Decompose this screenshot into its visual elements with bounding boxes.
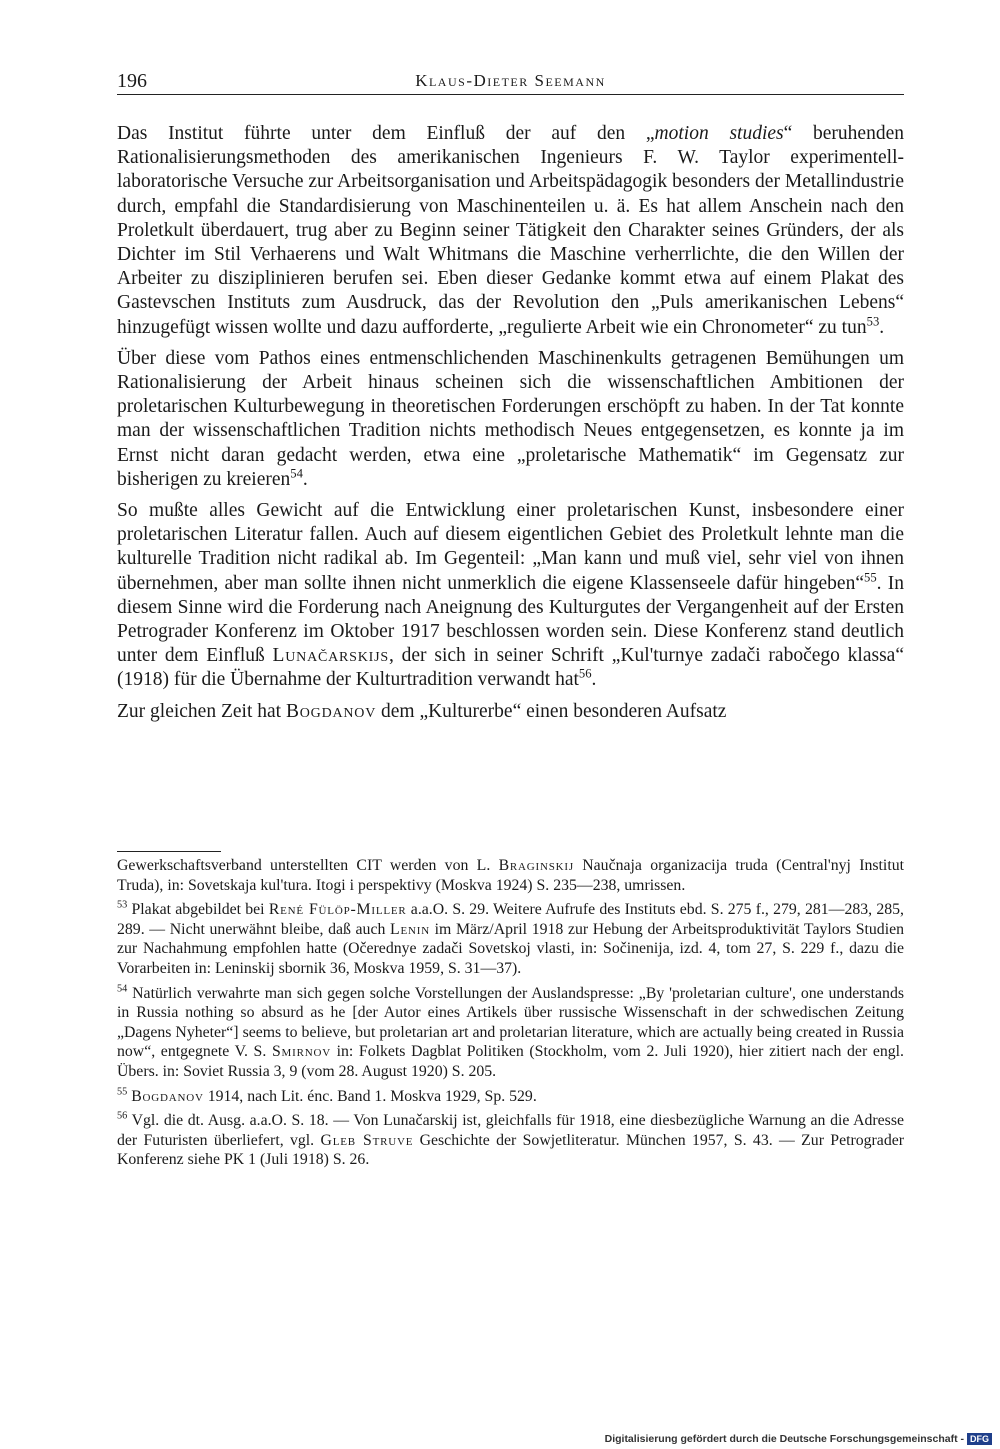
text-run: Natürlich verwahrte man sich gegen solche Vorstellungen der Auslandspresse: „By 'proletarian culture', one understands in Russia nothing so absurd as he [der Autor eines Artikels über russische Wissenschaft in der schwedischen Zeitung „Dagens Nyheter“] seems to believe, but proletarian art and proletarian literature, which are actually being created in Russia now“, entgegnete V. S. (117, 984, 904, 1061)
footnote-55 (117, 1087, 904, 1107)
footnotes (117, 856, 904, 1175)
page-header (117, 68, 904, 95)
text-run: Gewerkschaftsverband unterstellten CIT werden von L. (117, 857, 499, 874)
paragraph (117, 347, 904, 492)
text-run: . (879, 316, 885, 338)
paragraph (117, 700, 904, 724)
footnote-ref-53[interactable]: 53 (866, 314, 880, 329)
footnote-56 (117, 1111, 904, 1170)
footnote-ref-54[interactable]: 54 (290, 466, 303, 481)
author-name: Lenin (390, 920, 430, 938)
running-head: Klaus-Dieter Seemann (415, 71, 606, 90)
author-name: René Fülöp-Miller (268, 901, 407, 919)
text-run: Geschichte der Sowjetliteratur. München 1957, S. 43. — Zur Petrograder Konferenz siehe PK 1 (Juli 1918) S. 26. (117, 1131, 904, 1169)
text-run: 1914, nach Lit. énc. Band 1. Moskva 1929, Sp. 529. (203, 1087, 537, 1105)
text-run: , der sich in seiner Schrift „Kul'turnye zadači rabočego klassa“ (1918) für die Übernahme der Kulturtradition verwandt hat (117, 645, 904, 691)
italic-phrase: motion studies (654, 123, 784, 144)
text-run: So mußte alles Gewicht auf die Entwicklung einer proletarischen Kunst, insbesondere einer proletarischen Literatur fallen. Auch auf diesem eigentlichen Gebiet des Proletkult lehnte man die kulturelle Tradition nicht radikal ab. Im Gegenteil: „Man kann und muß viel, sehr viel von ihnen übernehmen, aber man sollte ihnen nicht unmerklich die eigene Klassenseele dafür hingeben“ (117, 500, 904, 594)
text-run: a.a.O. S. 29. Weitere Aufrufe des Instituts ebd. S. 275 f., 279, 281—283, 285, 289. — Nicht unerwähnt bleibe, daß auch (117, 901, 905, 938)
author-name: Lunačarskijs (272, 645, 389, 667)
paragraph (117, 122, 904, 340)
page-number: 196 (117, 70, 147, 92)
text-run: “ beruhenden Rationalisierungsmethoden des amerikanischen Ingenieurs F. W. Taylor experimentell-laboratorische Versuche zur Arbeitsorganisation und Arbeitspädagogik besonders der Metallindustrie durch, empfahl die Standardisierung von Maschinenteilen u. ä. Es hat allem Anschein nach den Proletkult überdauert, trug aber zu Beginn seiner Tätigkeit den Charakter seines Gründers, der als Dichter im Stil Verhaerens und Walt Whitmans die Maschine verherrlichte, die den Willen der Arbeiter zu disziplinieren berufen sei. Eben dieser Gedanke kommt etwa auf einem Plakat des Gastevschen Instituts zum Ausdruck, das der Revolution den „Puls amerikanischen Lebens“ hinzugefügt wissen wollte und dazu aufforderte, „regulierte Arbeit wie ein Chronometer“ zu tun (117, 123, 904, 338)
digitization-footer (605, 1432, 992, 1446)
author-name: Bogdanov (285, 700, 377, 722)
footnote-ref-55[interactable]: 55 (863, 570, 877, 585)
body-text (117, 122, 904, 731)
text-run: Zur gleichen Zeit hat (117, 700, 286, 722)
footer-text: Digitalisierung gefördert durch die Deutsche Forschungsgemeinschaft - (604, 1433, 964, 1445)
footnote-number: 55 (117, 1086, 128, 1098)
footnote-ref-56[interactable]: 56 (578, 666, 592, 681)
text-run: . (591, 669, 597, 691)
author-name: Gleb Struve (320, 1131, 414, 1149)
text-run: . (302, 468, 308, 490)
footnote-number: 54 (117, 983, 128, 995)
author-name: Smirnov (271, 1043, 331, 1061)
footnote-divider (117, 851, 221, 852)
text-run: Vgl. die dt. Ausg. a.a.O. S. 18. — Von Lunačarskij ist, gleichfalls für 1918, eine diesbezügliche Warnung an die Adresse der Futuristen überliefert, vgl. (117, 1112, 904, 1149)
text-run: Naučnaja organizacija truda (Central'nyj Institut Truda), in: Sovetskaja kul'tura. Itogi i perspektivy (Moskva 1924) S. 235—238, umrissen. (117, 857, 904, 894)
footnote-54 (117, 984, 904, 1082)
text-run: Plakat abgebildet bei (127, 901, 269, 919)
footnote-53 (117, 900, 904, 978)
text-run: im März/April 1918 zur Hebung der Arbeitsproduktivität Taylors Studien zur Nachahmung empfohlen hatte (Očerednye zadači Sovetskoj vlasti, in: Sočinenija, izd. 4, tom 27, S. 229 f., dazu die Vorarbeiten in: Leninskij sbornik 36, Moskva 1959, S. 31—37). (117, 920, 905, 977)
text-run: Über diese vom Pathos eines entmenschlichenden Maschinenkults getragenen Bemühungen um Rationalisierung der Arbeit hinaus scheinen sich die wissenschaftlichen Ambitionen der proletarischen Kulturbewegung in theoretischen Forderungen erschöpft zu haben. In der Tat konnte man der wissenschaftlichen Tradition nichts methodisch Neues entgegensetzen, es konnte ja im Ernst nicht daran gedacht werden, etwa eine „proletarische Mathematik“ im Gegensatz zur bisherigen zu kreieren (117, 347, 904, 490)
footnote-number: 56 (117, 1110, 128, 1122)
footnote-number: 53 (117, 899, 128, 911)
text-run: in: Folkets Dagblat Politiken (Stockholm, vom 2. Juli 1920), hier zitiert nach der engl. Übers. in: Soviet Russia 3, 9 (vom 28. August 1920) S. 205. (117, 1043, 904, 1080)
author-name: Bogdanov (131, 1087, 204, 1105)
text-run: . In diesem Sinne wird die Forderung nach Aneignung des Kulturgutes der Vergangenheit auf der Ersten Petrograder Konferenz im Oktober 1917 beschlossen worden sein. Diese Konferenz stand deutlich unter dem Einfluß (117, 572, 904, 667)
dfg-logo: DFG (967, 1433, 992, 1445)
paragraph (117, 499, 904, 693)
author-name: Braginskij (498, 857, 574, 874)
footnote-continuation (117, 856, 904, 895)
text-run: Das Institut führte unter dem Einfluß der auf den „ (117, 123, 655, 144)
text-run: dem „Kulturerbe“ einen besonderen Aufsatz (376, 700, 727, 722)
